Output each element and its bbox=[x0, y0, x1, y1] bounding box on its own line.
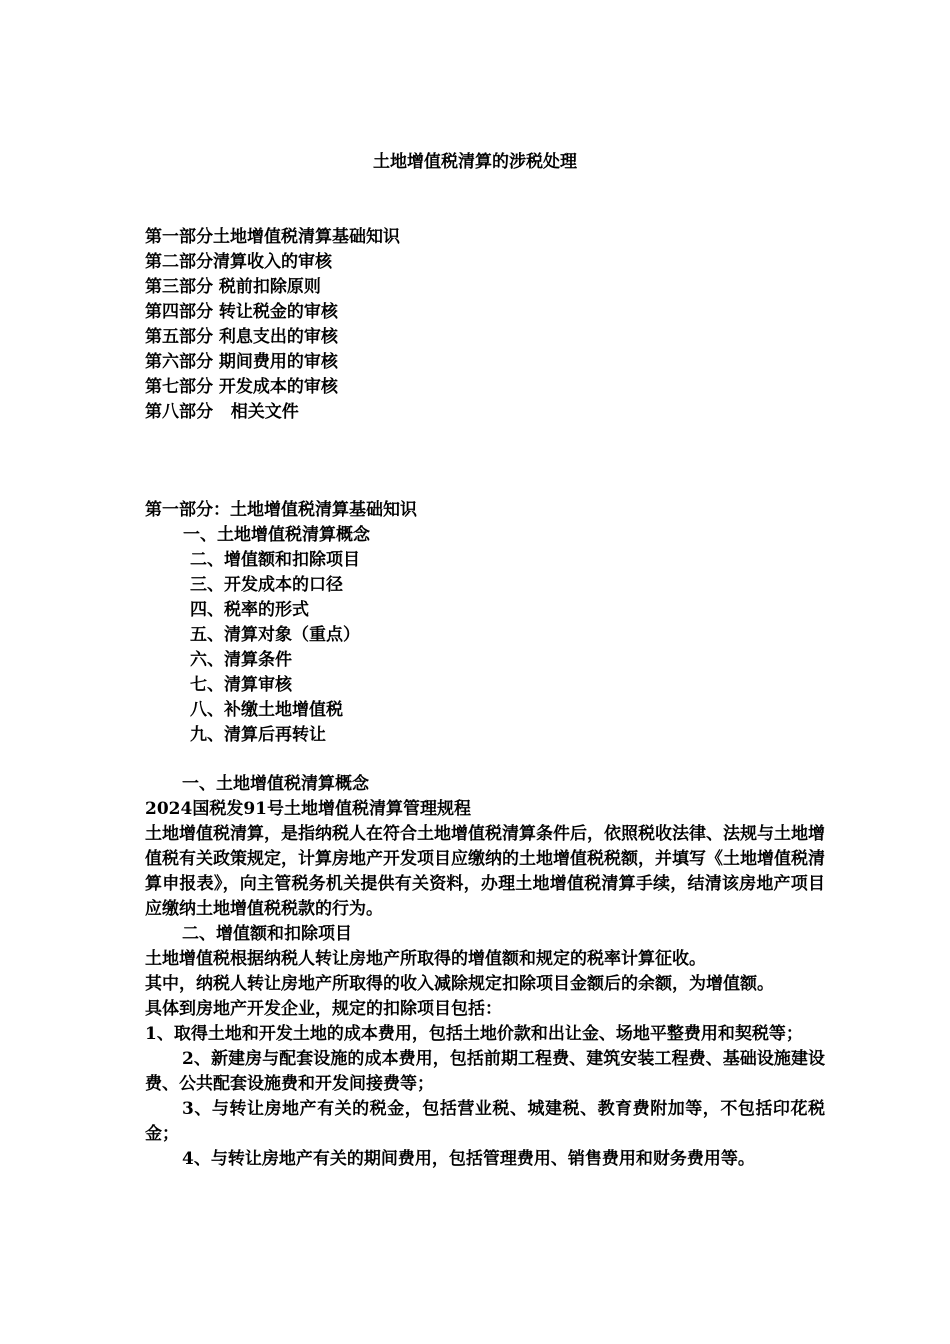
toc-item: 第一部分土地增值税清算基础知识 bbox=[145, 227, 400, 247]
toc-item: 第三部分 税前扣除原则 bbox=[145, 277, 321, 297]
outline-item: 八、补缴土地增值税 bbox=[190, 700, 343, 720]
document-title: 土地增值税清算的涉税处理 bbox=[373, 152, 577, 172]
section-heading: 二、增值额和扣除项目 bbox=[182, 924, 352, 944]
toc-item: 第二部分清算收入的审核 bbox=[145, 252, 332, 272]
toc-item: 第七部分 开发成本的审核 bbox=[145, 377, 338, 397]
outline-item: 三、开发成本的口径 bbox=[190, 575, 343, 595]
table-of-contents bbox=[145, 225, 400, 425]
paragraph: 土地增值税根据纳税人转让房地产所取得的增值额和规定的税率计算征收。 bbox=[145, 949, 706, 969]
regulation-reference: 2024国税发91号土地增值税清算管理规程 bbox=[145, 799, 471, 819]
part1-outline bbox=[183, 523, 370, 748]
part1-heading: 第一部分：土地增值税清算基础知识 bbox=[145, 500, 417, 520]
list-item: 1、取得土地和开发土地的成本费用，包括土地价款和出让金、场地平整费用和契税等； bbox=[145, 1024, 803, 1044]
body-text bbox=[145, 772, 825, 1172]
toc-item: 第八部分 相关文件 bbox=[145, 402, 299, 422]
outline-item: 四、税率的形式 bbox=[190, 600, 309, 620]
list-item: 3、与转让房地产有关的税金，包括营业税、城建税、教育费附加等，不包括印花税金； bbox=[145, 1099, 825, 1144]
paragraph: 其中，纳税人转让房地产所取得的收入减除规定扣除项目金额后的余额，为增值额。 bbox=[145, 974, 774, 994]
list-item: 2、新建房与配套设施的成本费用，包括前期工程费、建筑安装工程费、基础设施建设费、公共配套设施费和开发间接费等； bbox=[145, 1049, 825, 1094]
outline-item: 五、清算对象（重点） bbox=[190, 625, 360, 645]
toc-item: 第四部分 转让税金的审核 bbox=[145, 302, 338, 322]
outline-item: 六、清算条件 bbox=[190, 650, 292, 670]
paragraph: 具体到房地产开发企业，规定的扣除项目包括： bbox=[145, 999, 502, 1019]
toc-item: 第六部分 期间费用的审核 bbox=[145, 352, 338, 372]
toc-item: 第五部分 利息支出的审核 bbox=[145, 327, 338, 347]
list-item: 4、与转让房地产有关的期间费用，包括管理费用、销售费用和财务费用等。 bbox=[182, 1149, 755, 1169]
outline-item: 一、土地增值税清算概念 bbox=[183, 525, 370, 545]
outline-item: 二、增值额和扣除项目 bbox=[190, 550, 360, 570]
section-heading: 一、土地增值税清算概念 bbox=[182, 774, 369, 794]
outline-item: 七、清算审核 bbox=[190, 675, 292, 695]
outline-item: 九、清算后再转让 bbox=[190, 725, 326, 745]
paragraph: 土地增值税清算，是指纳税人在符合土地增值税清算条件后，依照税收法律、法规与土地增值税有关政策规定，计算房地产开发项目应缴纳的土地增值税税额，并填写《土地增值税清算申报表》，向主管税务机关提供有关资料，办理土地增值税清算手续，结清该房地产项目应缴纳土地增值税税款的行为。 bbox=[145, 824, 825, 919]
